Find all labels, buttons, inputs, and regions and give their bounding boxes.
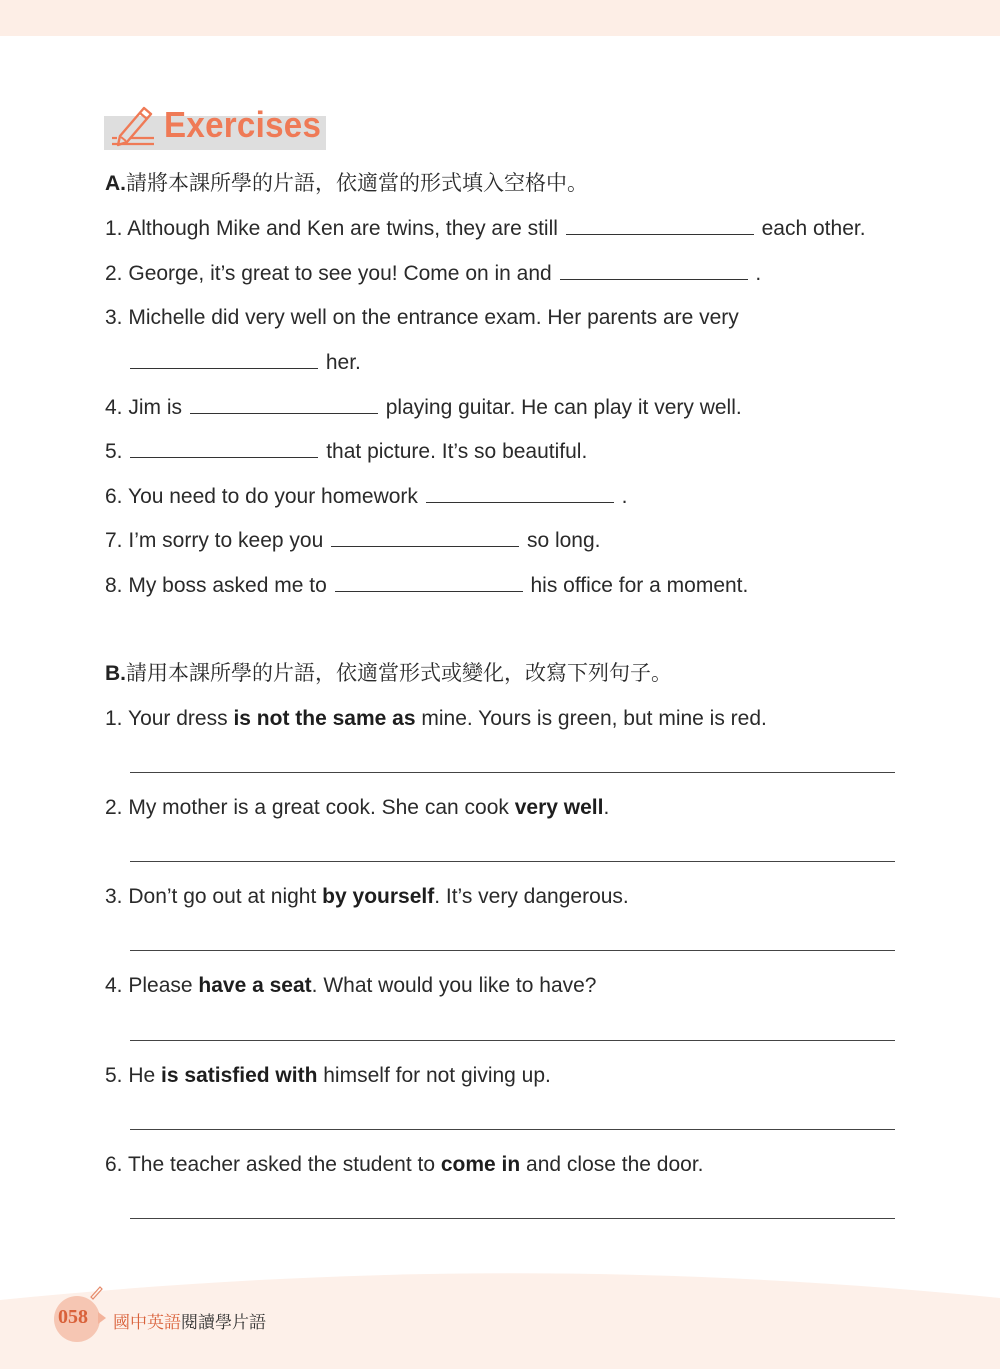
item-text-before: Your dress [127,707,234,730]
item-text-after: each other. [761,217,866,240]
exercise-a-3-continued [128,348,361,377]
page-arrow-icon [98,1312,106,1324]
item-text-before: My mother is a great cook. She can cook [128,796,515,819]
pencil-lines-icon [106,102,158,152]
item-number: 8. [105,574,123,597]
section-a-instruction: 請將本課所學的片語，依適當的形式填入空格中。 [126,172,588,195]
answer-line[interactable] [130,861,895,862]
item-text-after: . It’s very dangerous. [434,885,629,908]
item-number: 1. [105,217,123,240]
section-b-instruction: 請用本課所學的片語，依適當形式或變化，改寫下列句子。 [126,662,672,685]
item-text-after: that picture. It’s so beautiful. [326,440,588,463]
item-text-after: himself for not giving up. [317,1064,551,1087]
section-b-label: B. [105,662,126,685]
exercise-a-3 [105,304,739,332]
section-b-heading [105,660,672,688]
fill-blank[interactable] [190,393,378,414]
exercise-b-3 [105,883,629,911]
page-number: 058 [58,1306,88,1328]
item-number: 4. [105,396,123,419]
exercise-a-6 [105,482,627,511]
fill-blank[interactable] [130,348,318,369]
item-number: 6. [105,485,123,508]
answer-line[interactable] [130,1218,895,1219]
item-number: 2. [105,796,123,819]
exercise-b-5 [105,1062,551,1090]
item-number: 5. [105,440,123,463]
book-title [113,1308,266,1333]
item-phrase: is not the same as [233,707,416,730]
exercise-a-7 [105,526,601,555]
answer-line[interactable] [130,772,895,773]
answer-line[interactable] [130,1040,895,1041]
exercises-header [104,102,334,150]
item-number: 6. [105,1153,123,1176]
item-text-after: . [603,796,610,819]
item-number: 3. [105,306,123,329]
item-number: 2. [105,262,123,285]
item-text-before: Although Mike and Ken are twins, they are still [127,217,558,240]
item-text-before: Please [128,974,199,997]
item-text-after: his office for a moment. [530,574,749,597]
exercise-b-4 [105,972,596,1000]
item-number: 5. [105,1064,123,1087]
fill-blank[interactable] [130,437,318,458]
item-phrase: have a seat [198,974,312,997]
fill-blank[interactable] [426,482,614,503]
item-text-before: Don’t go out at night [128,885,323,908]
item-text-after: so long. [526,529,601,552]
book-title-part-1: 國中英語 [113,1313,181,1333]
item-text-after: . What would you like to have? [311,974,597,997]
item-phrase: very well [514,796,604,819]
exercise-a-5 [105,437,587,466]
item-number: 1. [105,707,123,730]
fill-blank[interactable] [566,214,754,235]
exercise-a-8 [105,571,748,600]
exercise-b-1 [105,705,767,733]
section-a-heading [105,170,588,198]
exercise-a-4 [105,393,742,422]
answer-line[interactable] [130,950,895,951]
fill-blank[interactable] [560,259,748,280]
item-text-before: My boss asked me to [128,574,327,597]
top-decorative-band [0,0,1000,36]
item-number: 4. [105,974,123,997]
item-text-before: He [128,1064,162,1087]
item-text-after: playing guitar. He can play it very well. [385,396,742,419]
item-number: 7. [105,529,123,552]
item-text-after: and close the door. [520,1153,704,1176]
item-text-after: . [621,485,628,508]
book-title-part-2: 閱讀學片語 [181,1313,266,1333]
answer-line[interactable] [130,1129,895,1130]
item-phrase: come in [440,1153,521,1176]
item-text-before: You need to do your homework [127,485,418,508]
exercise-b-2 [105,794,609,822]
item-text-before: The teacher asked the student to [127,1153,441,1176]
fill-blank[interactable] [335,571,523,592]
item-text-before: Jim is [128,396,183,419]
item-text-after: . [755,262,762,285]
item-text-after: mine. Yours is green, but mine is red. [415,707,767,730]
fill-blank[interactable] [331,526,519,547]
item-text-before: Michelle did very well on the entrance exam. Her parents are very [128,306,739,329]
page-title: Exercises [164,104,322,145]
item-text-after: her. [325,351,361,374]
item-phrase: by yourself [322,885,435,908]
small-pencil-icon [88,1284,104,1300]
item-text-before: George, it’s great to see you! Come on in and [128,262,552,285]
section-a-label: A. [105,172,126,195]
exercise-b-6 [105,1151,704,1179]
exercise-a-2 [105,259,761,288]
item-number: 3. [105,885,123,908]
exercise-a-1 [105,214,866,243]
item-text-before: I’m sorry to keep you [128,529,324,552]
item-phrase: is satisfied with [161,1064,318,1087]
